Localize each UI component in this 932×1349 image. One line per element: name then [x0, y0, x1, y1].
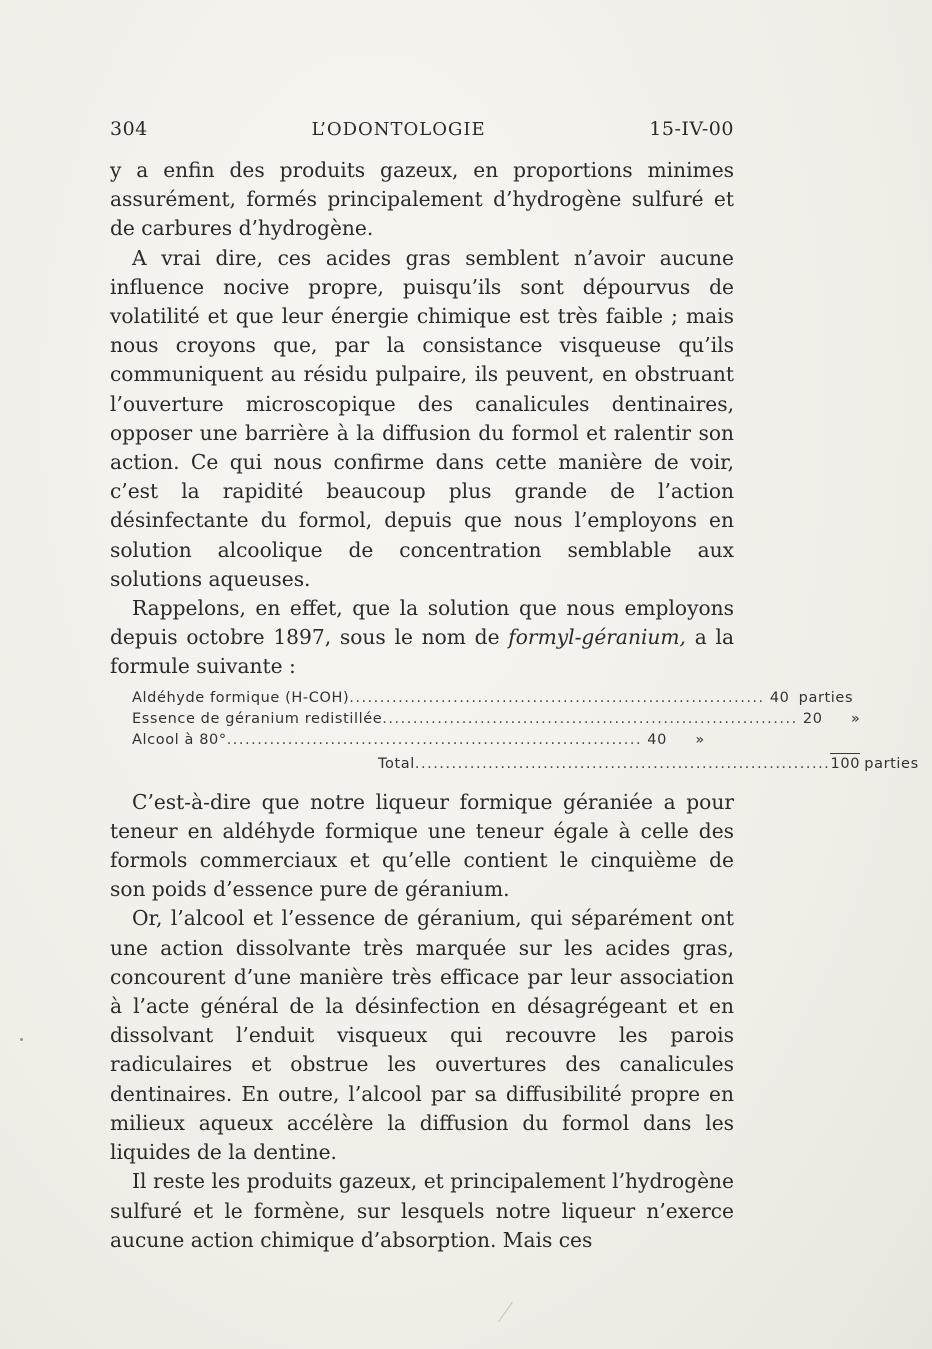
formula-quantity: 40	[647, 731, 667, 748]
paragraph-2: A vrai dire, ces acides gras semblent n’avoir aucune influence nocive propre, puisqu’ils sont dépourvus de volatilité et que leur énergie chimique est très faible ; mais nous croyons que, par la consistance visqueuse qu’ils communiquent au résidu pulpaire, ils peuvent, en obstruant l’ouverture microscopique des canalicules dentinaires, opposer une barrière à la diffusion du formol et ralentir son action. Ce qui nous confirme dans cette manière de voir, c’est la rapidité beaucoup plus grande de l’action désinfectante du formol, depuis que nous l’employons en solution alcoolique de concentration semblable aux solutions aqueuses.	[110, 245, 734, 591]
paragraph-3-end: a la formule suivante :	[110, 625, 734, 679]
formula-ingredient: Aldéhyde formique (H-COH)	[132, 689, 350, 706]
formula-ingredient: Essence de géranium redistillée	[132, 710, 383, 727]
formula-total-row	[132, 753, 919, 774]
leader-dots: ....................................................................	[226, 731, 643, 748]
leader-dots: ....................................................................	[414, 755, 831, 772]
formula-table	[110, 689, 919, 774]
paragraph-3	[110, 594, 734, 682]
leader-dots: ....................................................................	[349, 689, 765, 706]
body-text	[110, 156, 919, 1255]
formula-row	[132, 689, 854, 711]
product-name: formyl-géranium,	[508, 625, 686, 650]
running-header	[110, 118, 734, 154]
formula-unit: parties	[798, 689, 854, 706]
page	[110, 118, 919, 1255]
scan-speck	[20, 1038, 23, 1041]
formula-unit: »	[695, 731, 705, 748]
paragraph-6: Il reste les produits gazeux, et principalement l’hydrogène sulfuré et le formène, sur lesquels notre liqueur n’exerce aucune action chimique d’absorption. Mais ces	[110, 1169, 734, 1252]
formula-unit: »	[850, 710, 861, 727]
formula-row	[132, 710, 861, 732]
scan-scratch	[498, 1302, 513, 1322]
paragraph-1: y a enfin des produits gazeux, en proportions minimes assurément, formés principalement d’hydrogène sulfuré et de carbures d’hydrogène.	[110, 158, 734, 241]
formula-total-label: Total	[378, 755, 415, 772]
formula-quantity: 20	[802, 710, 823, 727]
formula-row	[132, 732, 734, 753]
formula-total-unit: parties	[864, 755, 919, 772]
paragraph-5: Or, l’alcool et l’essence de géranium, qui séparément ont une action dissolvante très marquée sur les acides gras, concourent d’une manière très efficace par leur association à l’acte général de la désinfection en désagrégeant et en dissolvant l’enduit visqueux qui recouvre les parois radiculaires et obstrue les ouvertures des canalicules dentinaires. En outre, l’alcool par sa diffusibilité propre en milieux aqueux accélère la diffusion du formol dans les liquides de la dentine.	[110, 906, 734, 1165]
journal-title: L’ODONTOLOGIE	[311, 119, 486, 140]
formula-total-quantity: 100	[830, 753, 860, 774]
paragraph-4: C’est-à-dire que notre liqueur formique géraniée a pour teneur en aldéhyde formique une teneur égale à celle des formols commerciaux et qu’elle contient le cinquième de son poids d’essence pure de géranium.	[110, 789, 734, 902]
issue-date: 15-IV-00	[649, 118, 734, 140]
formula-ingredient: Alcool à 80°	[132, 731, 227, 748]
paragraph-3-start: Rappelons, en effet, que la solution que nous employons depuis octobre 1897, sous le nom de	[110, 596, 734, 650]
formula-quantity: 40	[769, 689, 790, 706]
page-number: 304	[110, 118, 148, 140]
leader-dots: ....................................................................	[382, 710, 798, 727]
